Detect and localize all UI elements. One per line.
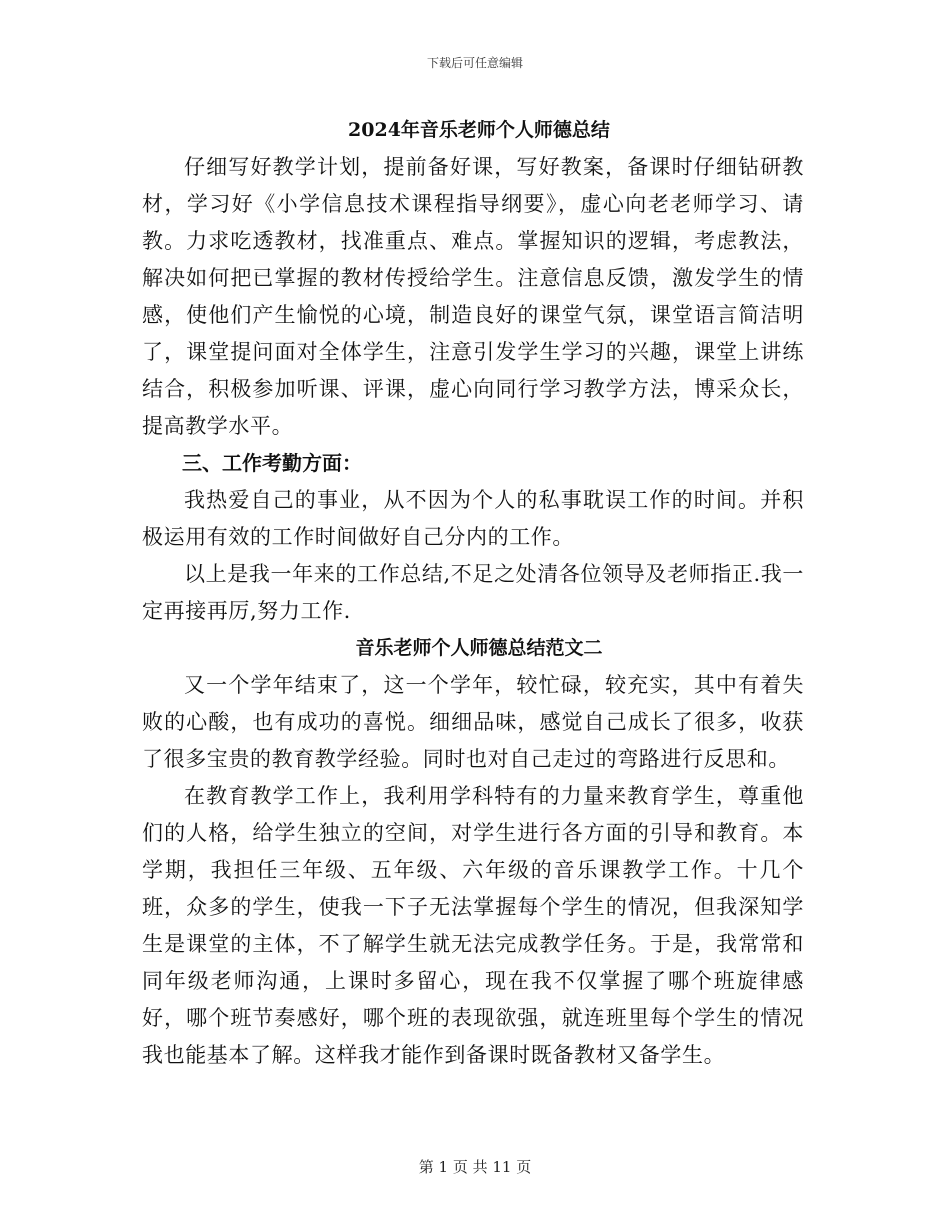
paragraph-conclusion: 以上是我一年来的工作总结,不足之处清各位领导及老师指正.我一定再接再厉,努力工作. bbox=[142, 562, 804, 623]
section-heading-attendance: 三、工作考勤方面： bbox=[182, 451, 362, 475]
document-body bbox=[142, 112, 804, 1074]
paragraph-year-review: 又一个学年结束了，这一个学年，较忙碌，较充实，其中有着失败的心酸，也有成功的喜悦。细细品味，感觉自己成长了很多，收获了很多宝贵的教育教学经验。同时也对自己走过的弯路进行反思和。 bbox=[142, 673, 804, 771]
paragraph-teaching-plan: 仔细写好教学计划，提前备好课，写好教案，备课时仔细钻研教材，学习好《小学信息技术课程指导纲要》，虚心向老老师学习、请教。力求吃透教材，找准重点、难点。掌握知识的逻辑，考虑教法，解决如何把已掌握的教材传授给学生。注意信息反馈，激发学生的情感，使他们产生愉悦的心境，制造良好的课堂气氛，课堂语言简洁明了，课堂提问面对全体学生，注意引发学生学习的兴趣，课堂上讲练结合，积极参加听课、评课，虚心向同行学习教学方法，博采众长，提高教学水平。 bbox=[142, 155, 804, 438]
paragraph-attendance: 我热爱自己的事业，从不因为个人的私事耽误工作的时间。并积极运用有效的工作时间做好自己分内的工作。 bbox=[142, 488, 804, 549]
document-subtitle: 音乐老师个人师德总结范文二 bbox=[355, 637, 603, 659]
page-number: 第 1 页 共 11 页 bbox=[418, 1158, 532, 1176]
header-note: 下载后可任意编辑 bbox=[426, 56, 523, 70]
document-title: 2024年音乐老师个人师德总结 bbox=[348, 119, 610, 141]
paragraph-teaching-work: 在教育教学工作上，我利用学科特有的力量来教育学生，尊重他们的人格，给学生独立的空间，对学生进行各方面的引导和教育。本学期，我担任三年级、五年级、六年级的音乐课教学工作。十几个班，众多的学生，使我一下子无法掌握每个学生的情况，但我深知学生是课堂的主体，不了解学生就无法完成教学任务。于是，我常常和同年级老师沟通，上课时多留心，现在我不仅掌握了哪个班旋律感好，哪个班节奏感好，哪个班的表现欲强，就连班里每个学生的情况我也能基本了解。这样我才能作到备课时既备教材又备学生。 bbox=[142, 784, 804, 1067]
